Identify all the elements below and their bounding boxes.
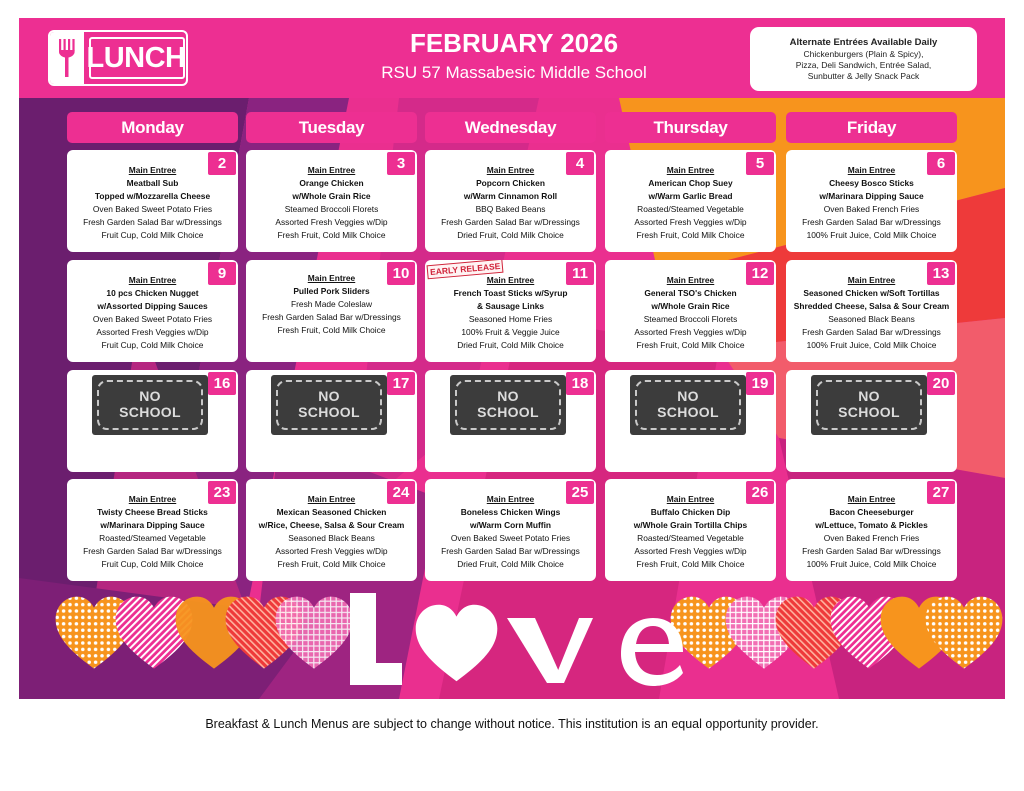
entree-name: General TSO's Chicken <box>644 288 737 298</box>
early-release-stamp: EARLY RELEASE <box>427 260 504 279</box>
no-school-sign <box>92 375 208 435</box>
menu-text <box>425 164 596 242</box>
no-school-text <box>92 388 208 420</box>
entree-name: Twisty Cheese Bread Sticks <box>97 507 208 517</box>
day-header-wednesday: Wednesday <box>425 112 596 143</box>
entree-label: Main Entree <box>847 275 896 285</box>
side-item: Assorted Fresh Veggies w/Dip <box>96 327 209 337</box>
side-item: Assorted Fresh Veggies w/Dip <box>634 546 747 556</box>
no-school-text <box>630 388 746 420</box>
alternates-title: Alternate Entrées Available Daily <box>789 37 938 48</box>
day-cell <box>67 370 238 472</box>
side-item: Assorted Fresh Veggies w/Dip <box>634 217 747 227</box>
no-school-text <box>450 388 566 420</box>
no-school-line: SCHOOL <box>657 404 719 420</box>
alternates-line: Chickenburgers (Plain & Spicy), <box>803 49 924 59</box>
date-number: 13 <box>927 262 955 285</box>
no-school-text <box>811 388 927 420</box>
entree-name: Mexican Seasoned Chicken <box>276 507 387 517</box>
side-item: 100% Fruit Juice, Cold Milk Choice <box>806 559 937 569</box>
date-number: 23 <box>208 481 236 504</box>
day-cell <box>246 260 417 362</box>
no-school-line: SCHOOL <box>477 404 539 420</box>
menu-text <box>67 164 238 242</box>
day-cell <box>605 150 776 252</box>
side-item: BBQ Baked Beans <box>475 204 546 214</box>
day-cell <box>246 479 417 581</box>
side-item: Fruit Cup, Cold Milk Choice <box>101 559 204 569</box>
entree-name: & Sausage Links <box>476 301 545 311</box>
menu-text <box>786 164 957 242</box>
entree-label: Main Entree <box>486 275 535 285</box>
entree-label: Main Entree <box>847 494 896 504</box>
side-item: Fresh Made Coleslaw <box>291 299 372 309</box>
day-cell <box>605 370 776 472</box>
entree-label: Main Entree <box>128 494 177 504</box>
entree-label: Main Entree <box>666 275 715 285</box>
entree-name: 10 pcs Chicken Nugget <box>106 288 199 298</box>
side-item: Fresh Fruit, Cold Milk Choice <box>636 230 745 240</box>
side-item: Oven Baked Sweet Potato Fries <box>92 204 213 214</box>
alternates-line: Sunbutter & Jelly Snack Pack <box>807 71 920 81</box>
no-school-text <box>271 388 387 420</box>
side-item: 100% Fruit Juice, Cold Milk Choice <box>806 340 937 350</box>
entree-name: Popcorn Chicken <box>476 178 545 188</box>
entree-name: Cheesy Bosco Sticks <box>829 178 914 188</box>
day-cell <box>67 479 238 581</box>
entree-name: Buffalo Chicken Dip <box>650 507 731 517</box>
logo-icon-panel <box>50 32 84 84</box>
entree-name: w/Assorted Dipping Sauces <box>97 301 208 311</box>
side-item: Fresh Garden Salad Bar w/Dressings <box>802 217 941 227</box>
no-school-line: SCHOOL <box>838 404 900 420</box>
entree-name: Shredded Cheese, Salsa & Sour Cream <box>793 301 950 311</box>
day-header-thursday: Thursday <box>605 112 776 143</box>
side-item: Dried Fruit, Cold Milk Choice <box>457 340 564 350</box>
side-item: Steamed Broccoli Florets <box>284 204 379 214</box>
entree-label: Main Entree <box>307 165 356 175</box>
menu-text <box>605 164 776 242</box>
menu-text <box>425 274 596 352</box>
no-school-line: SCHOOL <box>298 404 360 420</box>
day-header-monday: Monday <box>67 112 238 143</box>
day-cell <box>786 260 957 362</box>
date-number: 10 <box>387 262 415 285</box>
entree-name: w/Warm Corn Muffin <box>469 520 552 530</box>
entree-label: Main Entree <box>486 165 535 175</box>
date-number: 17 <box>387 372 415 395</box>
entree-name: w/Marinara Dipping Sauce <box>819 191 924 201</box>
entree-label: Main Entree <box>128 165 177 175</box>
no-school-sign <box>450 375 566 435</box>
side-item: Oven Baked French Fries <box>823 533 920 543</box>
menu-text <box>246 493 417 571</box>
menu-text <box>425 493 596 571</box>
day-cell <box>246 370 417 472</box>
date-number: 16 <box>208 372 236 395</box>
date-number: 19 <box>746 372 774 395</box>
menu-text <box>67 493 238 571</box>
side-item: Oven Baked Sweet Potato Fries <box>92 314 213 324</box>
side-item: Fresh Fruit, Cold Milk Choice <box>277 559 386 569</box>
date-number: 6 <box>927 152 955 175</box>
day-cell <box>605 260 776 362</box>
entree-name: w/Whole Grain Rice <box>651 301 730 311</box>
no-school-line: NO <box>677 388 699 404</box>
side-item: Fruit Cup, Cold Milk Choice <box>101 340 204 350</box>
side-item: Fresh Garden Salad Bar w/Dressings <box>262 312 401 322</box>
entree-name: Orange Chicken <box>299 178 364 188</box>
side-item: 100% Fruit & Veggie Juice <box>461 327 560 337</box>
side-item: Fresh Garden Salad Bar w/Dressings <box>802 546 941 556</box>
side-item: Dried Fruit, Cold Milk Choice <box>457 230 564 240</box>
entree-label: Main Entree <box>666 165 715 175</box>
side-item: Fresh Garden Salad Bar w/Dressings <box>83 546 222 556</box>
menu-text <box>605 274 776 352</box>
side-item: Assorted Fresh Veggies w/Dip <box>275 217 388 227</box>
side-item: 100% Fruit Juice, Cold Milk Choice <box>806 230 937 240</box>
side-item: Seasoned Black Beans <box>288 533 375 543</box>
no-school-line: NO <box>497 388 519 404</box>
date-number: 27 <box>927 481 955 504</box>
day-header-friday: Friday <box>786 112 957 143</box>
date-number: 20 <box>927 372 955 395</box>
day-cell <box>786 150 957 252</box>
side-item: Fresh Fruit, Cold Milk Choice <box>636 340 745 350</box>
side-item: Roasted/Steamed Vegetable <box>637 533 744 543</box>
side-item: Seasoned Black Beans <box>828 314 915 324</box>
date-number: 24 <box>387 481 415 504</box>
day-cell <box>605 479 776 581</box>
side-item: Fruit Cup, Cold Milk Choice <box>101 230 204 240</box>
entree-name: Meatball Sub <box>126 178 179 188</box>
menu-poster <box>19 18 1005 699</box>
day-cell <box>425 150 596 252</box>
menu-text <box>605 493 776 571</box>
entree-name: w/Marinara Dipping Sauce <box>100 520 205 530</box>
side-item: Steamed Broccoli Florets <box>643 314 738 324</box>
day-cell <box>67 150 238 252</box>
footer-disclaimer: Breakfast & Lunch Menus are subject to change without notice. This institution is an equal opportunity provider. <box>205 717 819 731</box>
entree-label: Main Entree <box>666 494 715 504</box>
entree-name: w/Warm Cinnamon Roll <box>463 191 558 201</box>
side-item: Fresh Garden Salad Bar w/Dressings <box>83 217 222 227</box>
entree-label: Main Entree <box>486 494 535 504</box>
day-cell <box>786 479 957 581</box>
side-item: Assorted Fresh Veggies w/Dip <box>634 327 747 337</box>
entree-name: w/Whole Grain Tortilla Chips <box>633 520 748 530</box>
side-item: Fresh Garden Salad Bar w/Dressings <box>802 327 941 337</box>
date-number: 12 <box>746 262 774 285</box>
side-item: Oven Baked French Fries <box>823 204 920 214</box>
no-school-sign <box>271 375 387 435</box>
page-title: FEBRUARY 2026 <box>409 28 619 58</box>
side-item: Fresh Garden Salad Bar w/Dressings <box>441 546 580 556</box>
side-item: Roasted/Steamed Vegetable <box>637 204 744 214</box>
no-school-line: NO <box>318 388 340 404</box>
date-number: 9 <box>208 262 236 285</box>
date-number: 3 <box>387 152 415 175</box>
menu-text <box>786 493 957 571</box>
side-item: Fresh Fruit, Cold Milk Choice <box>636 559 745 569</box>
side-item: Fresh Garden Salad Bar w/Dressings <box>441 217 580 227</box>
menu-text <box>246 164 417 242</box>
entree-name: w/Lettuce, Tomato & Pickles <box>815 520 928 530</box>
logo-text: LUNCH <box>86 42 186 74</box>
alternate-entrees-box <box>750 27 977 91</box>
side-item: Seasoned Home Fries <box>468 314 553 324</box>
entree-name: American Chop Suey <box>648 178 733 188</box>
fork-icon <box>59 39 75 77</box>
entree-name: w/Whole Grain Rice <box>292 191 371 201</box>
side-item: Fresh Fruit, Cold Milk Choice <box>277 325 386 335</box>
date-number: 5 <box>746 152 774 175</box>
entree-name: Pulled Pork Sliders <box>293 286 370 296</box>
day-cell <box>425 479 596 581</box>
no-school-sign <box>630 375 746 435</box>
entree-label: Main Entree <box>307 273 356 283</box>
entree-name: Seasoned Chicken w/Soft Tortillas <box>803 288 940 298</box>
entree-name: French Toast Sticks w/Syrup <box>453 288 568 298</box>
day-cell <box>246 150 417 252</box>
entree-name: w/Rice, Cheese, Salsa & Sour Cream <box>258 520 405 530</box>
day-cell <box>786 370 957 472</box>
date-number: 25 <box>566 481 594 504</box>
entree-name: Boneless Chicken Wings <box>460 507 561 517</box>
date-number: 18 <box>566 372 594 395</box>
entree-label: Main Entree <box>128 275 177 285</box>
day-cell <box>425 260 596 362</box>
entree-name: Topped w/Mozzarella Cheese <box>94 191 211 201</box>
date-number: 4 <box>566 152 594 175</box>
entree-name: Bacon Cheeseburger <box>829 507 914 517</box>
day-header-tuesday: Tuesday <box>246 112 417 143</box>
entree-label: Main Entree <box>847 165 896 175</box>
date-number: 26 <box>746 481 774 504</box>
side-item: Assorted Fresh Veggies w/Dip <box>275 546 388 556</box>
day-cell <box>67 260 238 362</box>
alternates-line: Pizza, Deli Sandwich, Entrée Salad, <box>795 60 932 70</box>
menu-text <box>67 274 238 352</box>
no-school-line: NO <box>858 388 880 404</box>
lunch-logo <box>48 30 188 86</box>
date-number: 2 <box>208 152 236 175</box>
no-school-sign <box>811 375 927 435</box>
entree-label: Main Entree <box>307 494 356 504</box>
side-item: Dried Fruit, Cold Milk Choice <box>457 559 564 569</box>
no-school-line: SCHOOL <box>119 404 181 420</box>
side-item: Roasted/Steamed Vegetable <box>99 533 206 543</box>
side-item: Oven Baked Sweet Potato Fries <box>450 533 571 543</box>
no-school-line: NO <box>139 388 161 404</box>
menu-text <box>786 274 957 352</box>
side-item: Fresh Fruit, Cold Milk Choice <box>277 230 386 240</box>
school-name: RSU 57 Massabesic Middle School <box>381 63 647 82</box>
date-number: 11 <box>566 262 594 285</box>
entree-name: w/Warm Garlic Bread <box>648 191 733 201</box>
day-cell <box>425 370 596 472</box>
